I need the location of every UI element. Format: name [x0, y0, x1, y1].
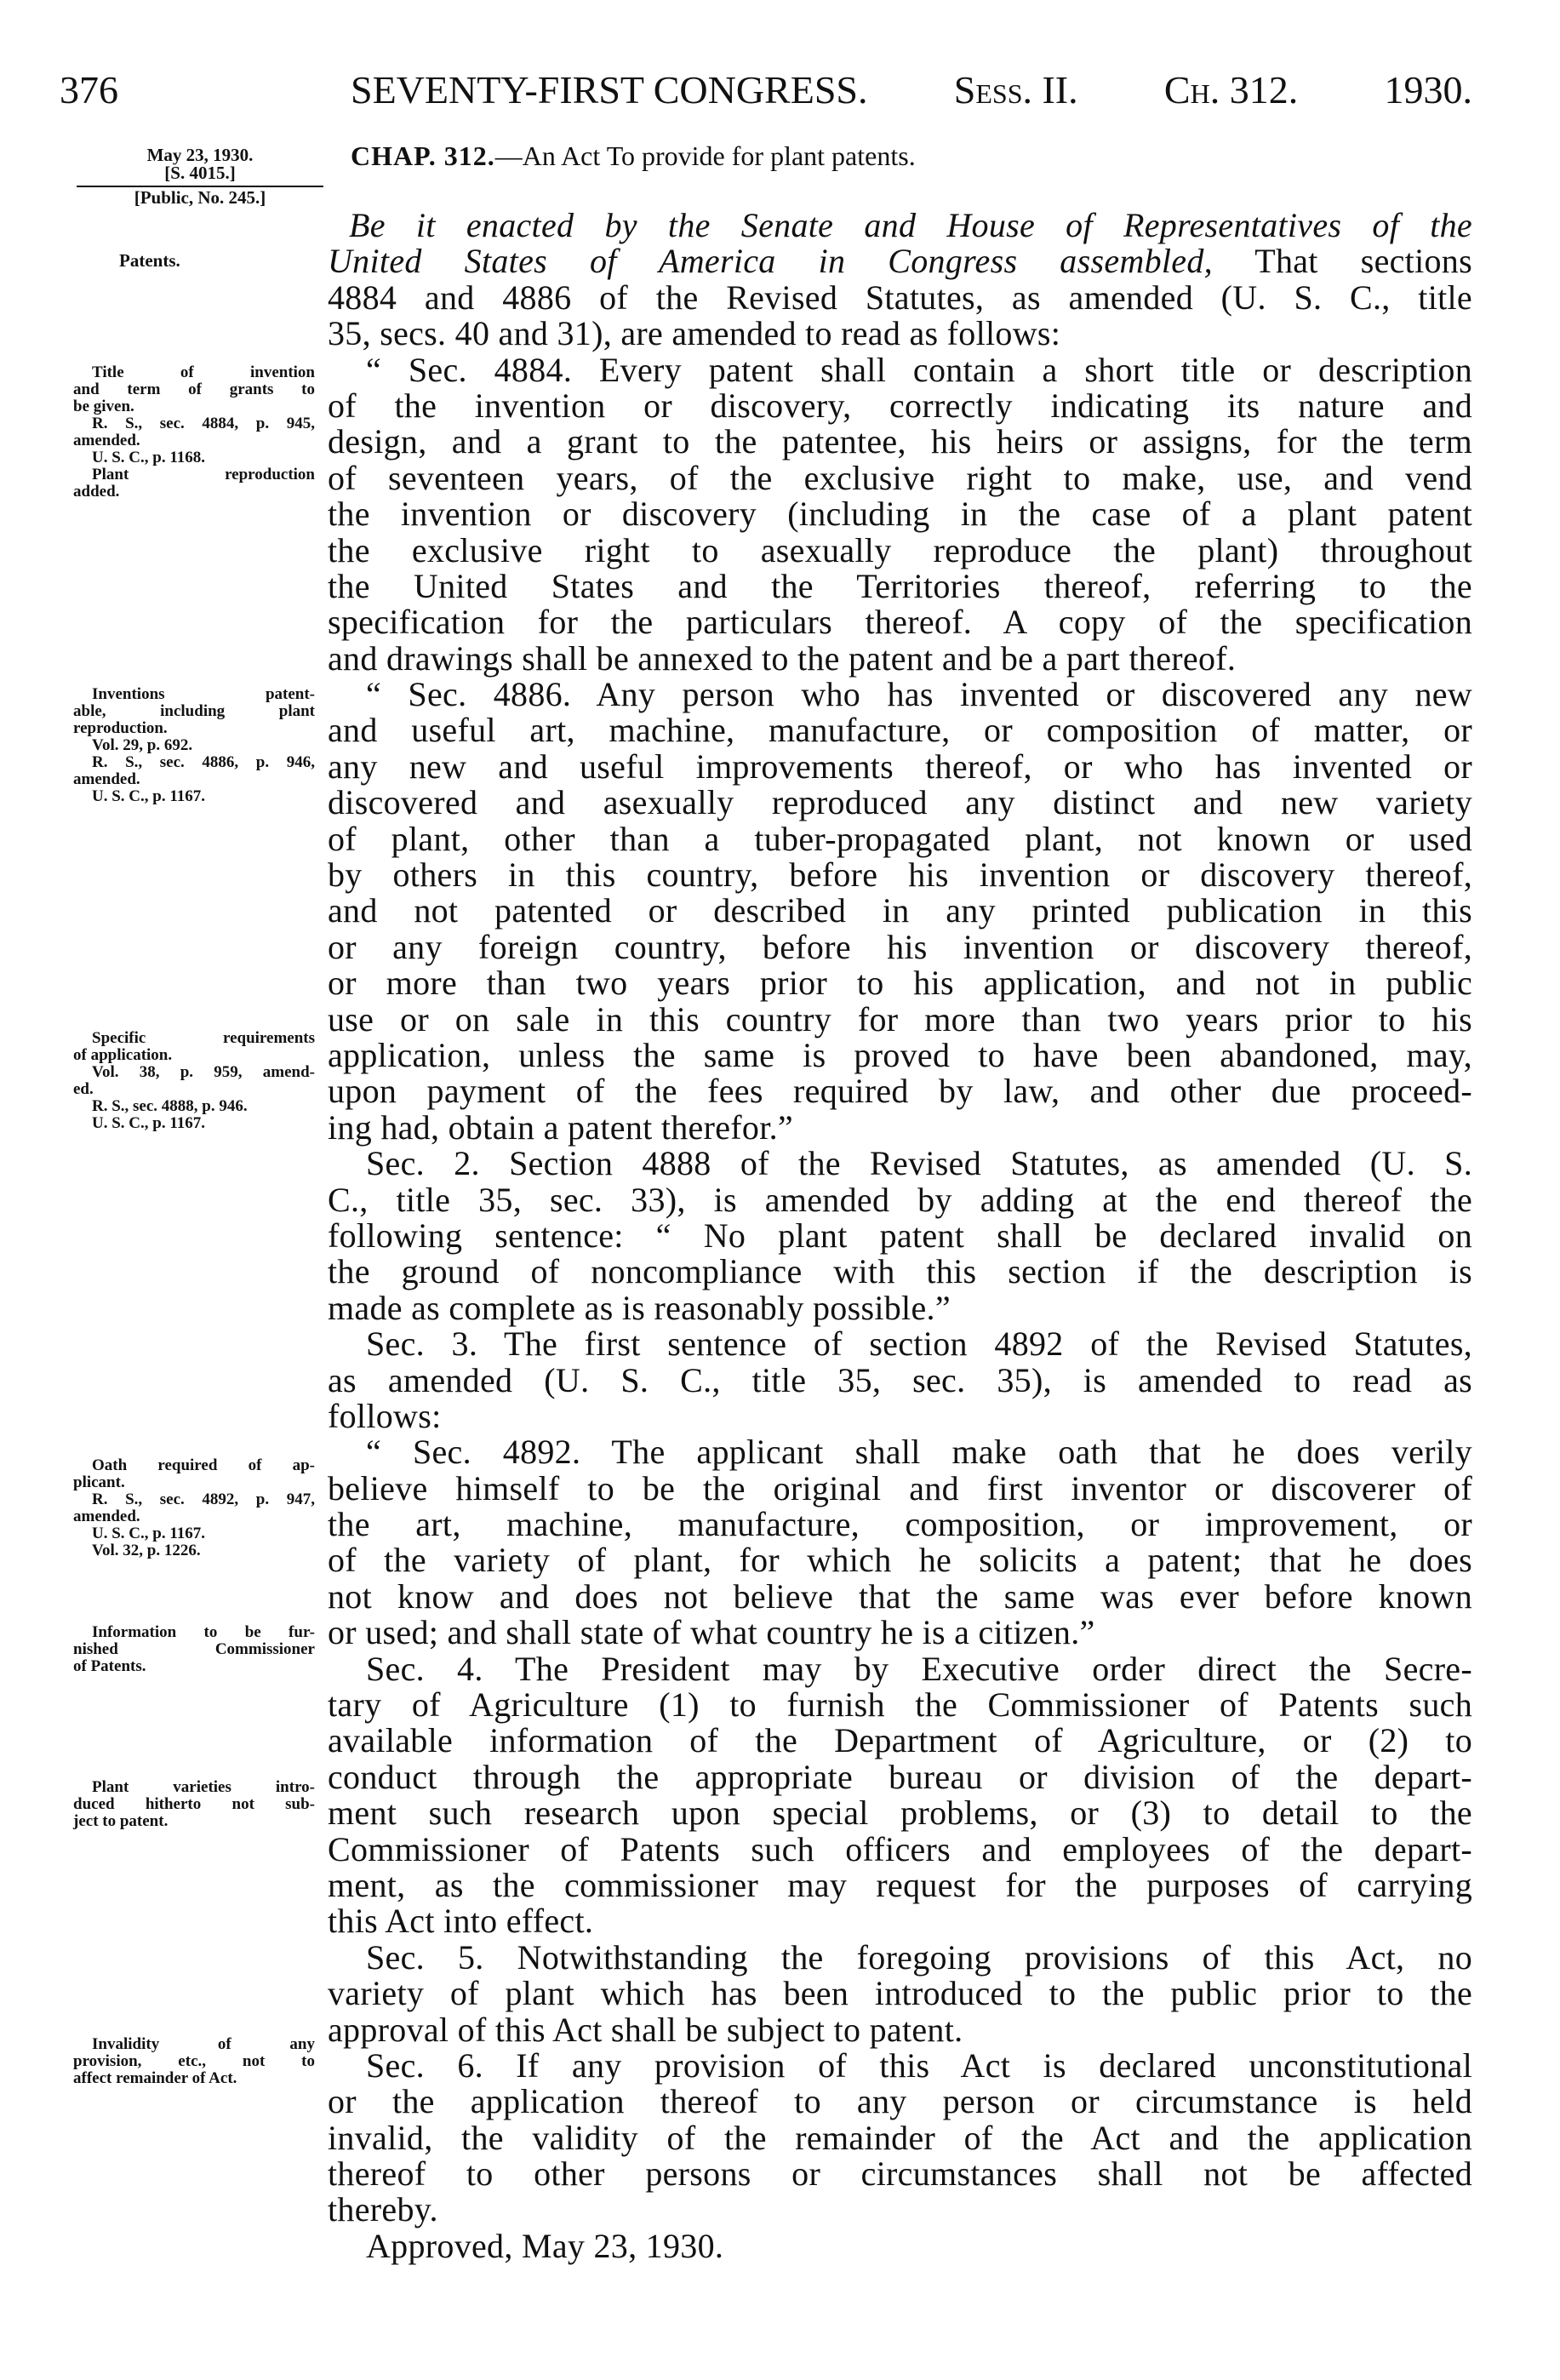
text-line	[328, 1903, 1472, 1939]
margin-note-line: provision, etc., not to	[73, 2052, 315, 2070]
sidenote-header	[85, 146, 315, 207]
text-line-content: the ground of noncompliance with this section if the description is	[328, 1252, 1472, 1291]
margin-note-line: nished Commissioner	[73, 1640, 315, 1658]
text-line-content: 4884 and 4886 of the Revised Statutes, as amended (U. S. C., title	[328, 277, 1472, 317]
margin-note-line: U. S. C., p. 1168.	[92, 449, 206, 466]
bill-number: [S. 4015.]	[164, 163, 236, 183]
text-line-content: “ Sec. 4892. The applicant shall make oath that he does verily	[366, 1433, 1472, 1472]
text-line-content: invalid, the validity of the remainder of the Act and the application	[328, 2118, 1472, 2157]
chapter-heading	[351, 139, 916, 173]
text-line-content: ment such research upon special problems, or (3) to detail to the	[328, 1794, 1472, 1833]
text-line	[328, 857, 1472, 893]
chapter-label: CHAP. 312.	[351, 140, 495, 171]
text-line	[328, 277, 1472, 317]
text-line-content: the United States and the Territories thereof, referring to the	[328, 566, 1472, 605]
text-line	[328, 1434, 1472, 1470]
text-line-content: discovered and asexually reproduced any distinct and new variety	[328, 783, 1472, 822]
text-line	[328, 2045, 1472, 2085]
text-line	[328, 927, 1472, 966]
margin-note	[73, 364, 315, 501]
text-line	[328, 1507, 1472, 1542]
margin-note-line: plicant.	[73, 1473, 125, 1491]
text-line	[328, 1865, 1472, 1904]
margin-note-line: Specific requirements	[92, 1029, 315, 1047]
header-year: 1930.	[1384, 68, 1472, 112]
text-line	[328, 388, 1472, 424]
text-line	[328, 965, 1472, 1001]
text-line	[328, 1542, 1472, 1578]
text-line	[328, 1651, 1472, 1687]
text-line	[328, 530, 1472, 569]
act-body	[328, 208, 1472, 2264]
margin-note	[73, 2036, 315, 2087]
margin-note	[73, 1624, 315, 1675]
text-line-content: or the application thereof to any person or circumstance is held	[328, 2082, 1472, 2121]
margin-note-line: R. S., sec. 4888, p. 946.	[92, 1097, 248, 1115]
text-line-content: not know and does not believe that the same was ever before known	[328, 1576, 1472, 1616]
text-line-content: design, and a grant to the patentee, his heirs or assigns, for the term	[328, 422, 1472, 461]
text-line-content: of the invention or discovery, correctly indicating its nature and	[328, 386, 1472, 425]
text-line-content: “ Sec. 4884. Every patent shall contain a short title or description	[366, 350, 1472, 389]
text-line	[328, 999, 1472, 1038]
margin-note-line: ject to patent.	[73, 1812, 169, 1830]
text-line-content: or any foreign country, before his invention or discovery thereof,	[328, 927, 1472, 966]
text-line-content: by others in this country, before his invention or discovery thereof,	[328, 855, 1472, 895]
public-law-number: [Public, No. 245.]	[134, 187, 266, 208]
enacting-clause: Be it enacted by the Senate and House of Representatives of the	[349, 206, 1472, 244]
text-line	[328, 1723, 1472, 1759]
text-line	[328, 677, 1472, 712]
margin-note-line: R. S., sec. 4884, p. 945,	[92, 415, 315, 432]
text-line	[328, 352, 1472, 388]
margin-note-line: Inventions patent-	[92, 685, 315, 703]
topic-note: Patents.	[119, 250, 180, 271]
text-line-content: available information of the Department of Agriculture, or (2) to	[328, 1721, 1472, 1760]
margin-note-line: Vol. 38, p. 959, amend-	[92, 1063, 315, 1081]
text-line-content: Sec. 4. The President may by Executive order direct the Secre-	[366, 1649, 1472, 1688]
text-line	[328, 1254, 1472, 1290]
header-title: SEVENTY-FIRST CONGRESS.	[351, 68, 868, 112]
text-line-content: Sec. 3. The first sentence of section 4892 of the Revised Statutes,	[366, 1324, 1472, 1364]
text-line	[328, 1396, 1472, 1435]
text-line	[328, 604, 1472, 640]
margin-note-line: of application.	[73, 1046, 173, 1064]
text-line	[328, 2012, 1472, 2048]
text-line	[328, 1182, 1472, 1218]
text-line	[328, 566, 1472, 605]
text-line-content: the art, machine, manufacture, composition, or improvement, or	[328, 1505, 1472, 1544]
text-line-content: as amended (U. S. C., title 35, sec. 35), is amended to read as	[328, 1360, 1472, 1399]
margin-note-line: be given.	[73, 398, 134, 415]
text-line-content: and drawings shall be annexed to the patent and be a part thereof.	[328, 638, 1237, 678]
text-line-content: That sections	[1212, 242, 1472, 281]
text-line	[328, 1073, 1472, 1109]
text-line-content: of seventeen years, of the exclusive right to make, use, and vend	[328, 458, 1472, 497]
text-line	[328, 1326, 1472, 1362]
text-line-content: Commissioner of Patents such officers and employees of the depart-	[328, 1829, 1472, 1868]
text-line	[328, 712, 1472, 748]
text-line	[328, 1468, 1472, 1508]
text-line	[328, 243, 1472, 279]
text-line-content: of the variety of plant, for which he solicits a patent; that he does	[328, 1541, 1472, 1580]
text-line-content: Sec. 2. Section 4888 of the Revised Statutes, as amended (U. S.	[366, 1144, 1472, 1183]
margin-note-line: R. S., sec. 4892, p. 947,	[92, 1490, 315, 1508]
text-line	[328, 1218, 1472, 1254]
text-line-content: or used; and shall state of what country he is a citizen.”	[328, 1613, 1095, 1652]
text-line-content: thereby.	[328, 2190, 438, 2229]
margin-note-line: of Patents.	[73, 1657, 146, 1675]
text-line-content: 35, secs. 40 and 31), are amended to read as follows:	[328, 314, 1061, 353]
margin-note	[73, 1779, 315, 1830]
text-line-content: tary of Agriculture (1) to furnish the Commissioner of Patents such	[328, 1685, 1472, 1725]
margin-note-line: reproduction.	[73, 719, 168, 737]
header-chapter: Ch. 312.	[1163, 68, 1299, 112]
text-line-content: application, unless the same is proved to have been abandoned, may,	[328, 1035, 1472, 1074]
text-line	[328, 2156, 1472, 2192]
text-line	[328, 785, 1472, 821]
text-line-content: any new and useful improvements thereof, or who has invented or	[328, 747, 1472, 786]
text-line	[328, 2084, 1472, 2120]
text-line-content: “ Sec. 4886. Any person who has invented or discovered any new	[366, 675, 1472, 714]
text-line	[328, 2120, 1472, 2156]
margin-note-line: and term of grants to	[73, 380, 315, 398]
approval-line: Approved, May 23, 1930.	[366, 2226, 724, 2265]
text-line-content: follows:	[328, 1396, 442, 1435]
text-line	[328, 1290, 1472, 1326]
text-line-content: conduct through the appropriate bureau or division of the depart-	[328, 1757, 1472, 1796]
margin-note-line: Vol. 32, p. 1226.	[92, 1542, 201, 1559]
text-line	[328, 496, 1472, 532]
margin-note	[73, 1457, 315, 1559]
text-line	[328, 316, 1472, 352]
text-line-content: C., title 35, sec. 33), is amended by adding at the end thereof the	[328, 1180, 1472, 1219]
text-line	[328, 458, 1472, 497]
text-line	[328, 424, 1472, 460]
text-line-content: the invention or discovery (including in the case of a plant patent	[328, 495, 1472, 534]
text-line-content: upon payment of the fees required by law, and other due proceed-	[328, 1072, 1472, 1111]
text-line-content: thereof to other persons or circumstances shall not be affected	[328, 2154, 1472, 2194]
margin-note-line: U. S. C., p. 1167.	[92, 1114, 206, 1132]
margin-note-line: amended.	[73, 770, 140, 788]
text-line-content: or more than two years prior to his application, and not in public	[328, 964, 1472, 1003]
text-line	[328, 2192, 1472, 2228]
enacting-clause: United States of America in Congress assembled,	[328, 242, 1213, 281]
margin-note-line: Vol. 29, p. 692.	[92, 736, 193, 754]
margin-note	[73, 686, 315, 805]
margin-note-line: amended.	[73, 1508, 140, 1525]
margin-note-line: Plant varieties intro-	[92, 1778, 315, 1796]
text-line-content: made as complete as is reasonably possible.”	[328, 1288, 951, 1327]
text-line-content: use or on sale in this country for more than two years prior to his	[328, 999, 1472, 1038]
margin-note-line: amended.	[73, 432, 140, 449]
margin-note-line: Invalidity of any	[92, 2035, 315, 2053]
margin-note-line: ed.	[73, 1080, 94, 1098]
margin-note-line: R. S., sec. 4886, p. 946,	[92, 753, 315, 771]
margin-note-line: able, including plant	[73, 702, 315, 720]
text-line-content: ment, as the commissioner may request for the purposes of carrying	[328, 1865, 1472, 1904]
text-line-content: ing had, obtain a patent therefor.”	[328, 1107, 793, 1147]
margin-note-line: Title of invention	[92, 363, 315, 381]
text-line	[328, 208, 1472, 243]
text-line-content: approval of this Act shall be subject to patent.	[328, 2010, 963, 2049]
text-line	[328, 1107, 1472, 1147]
text-line-content: Sec. 6. If any provision of this Act is declared unconstitutional	[366, 2045, 1472, 2085]
text-line	[328, 1576, 1472, 1616]
text-line-content: following sentence: “ No plant patent shall be declared invalid on	[328, 1216, 1472, 1255]
text-line	[328, 638, 1472, 678]
text-line	[328, 1937, 1472, 1977]
header-session: Sess. II.	[953, 68, 1078, 112]
text-line	[328, 1759, 1472, 1795]
text-line	[328, 1615, 1472, 1651]
text-line	[328, 1795, 1472, 1831]
margin-note-line: Oath required of ap-	[92, 1456, 315, 1474]
running-header	[351, 66, 1472, 114]
text-line-content: of plant, other than a tuber-propagated plant, not known or used	[328, 819, 1472, 858]
approval-date: May 23, 1930.	[146, 145, 254, 165]
margin-note-line: U. S. C., p. 1167.	[92, 1525, 206, 1542]
margin-note	[73, 1030, 315, 1132]
margin-note-line: Information to be fur-	[92, 1623, 315, 1641]
margin-note-line: U. S. C., p. 1167.	[92, 787, 206, 805]
text-line-content: specification for the particulars thereof. A copy of the specification	[328, 603, 1472, 642]
page-number: 376	[60, 68, 118, 112]
text-line-content: this Act into effect.	[328, 1902, 594, 1941]
text-line	[328, 1976, 1472, 2011]
text-line	[328, 893, 1472, 929]
text-line-content: variety of plant which has been introduced to the public prior to the	[328, 1974, 1472, 2013]
text-line	[328, 1360, 1472, 1399]
text-line	[328, 1035, 1472, 1074]
text-line-content: and useful art, machine, manufacture, or composition of matter, or	[328, 711, 1472, 750]
text-line	[328, 1829, 1472, 1868]
text-line-content: Sec. 5. Notwithstanding the foregoing provisions of this Act, no	[366, 1937, 1472, 1977]
margin-note-line: Plant reproduction	[92, 466, 315, 483]
text-line	[328, 821, 1472, 857]
margin-note-line: affect remainder of Act.	[73, 2069, 237, 2087]
text-line	[328, 749, 1472, 785]
text-line-content: and not patented or described in any printed publication in this	[328, 891, 1472, 930]
text-line	[328, 1146, 1472, 1181]
text-line	[328, 1687, 1472, 1723]
chapter-title: —An Act To provide for plant patents.	[494, 140, 916, 171]
margin-note-line: duced hitherto not sub-	[73, 1795, 315, 1813]
text-line-content: the exclusive right to asexually reproduce the plant) throughout	[328, 530, 1472, 569]
text-line-content: believe himself to be the original and first inventor or discoverer of	[328, 1468, 1472, 1508]
margin-note-line: added.	[73, 483, 120, 501]
